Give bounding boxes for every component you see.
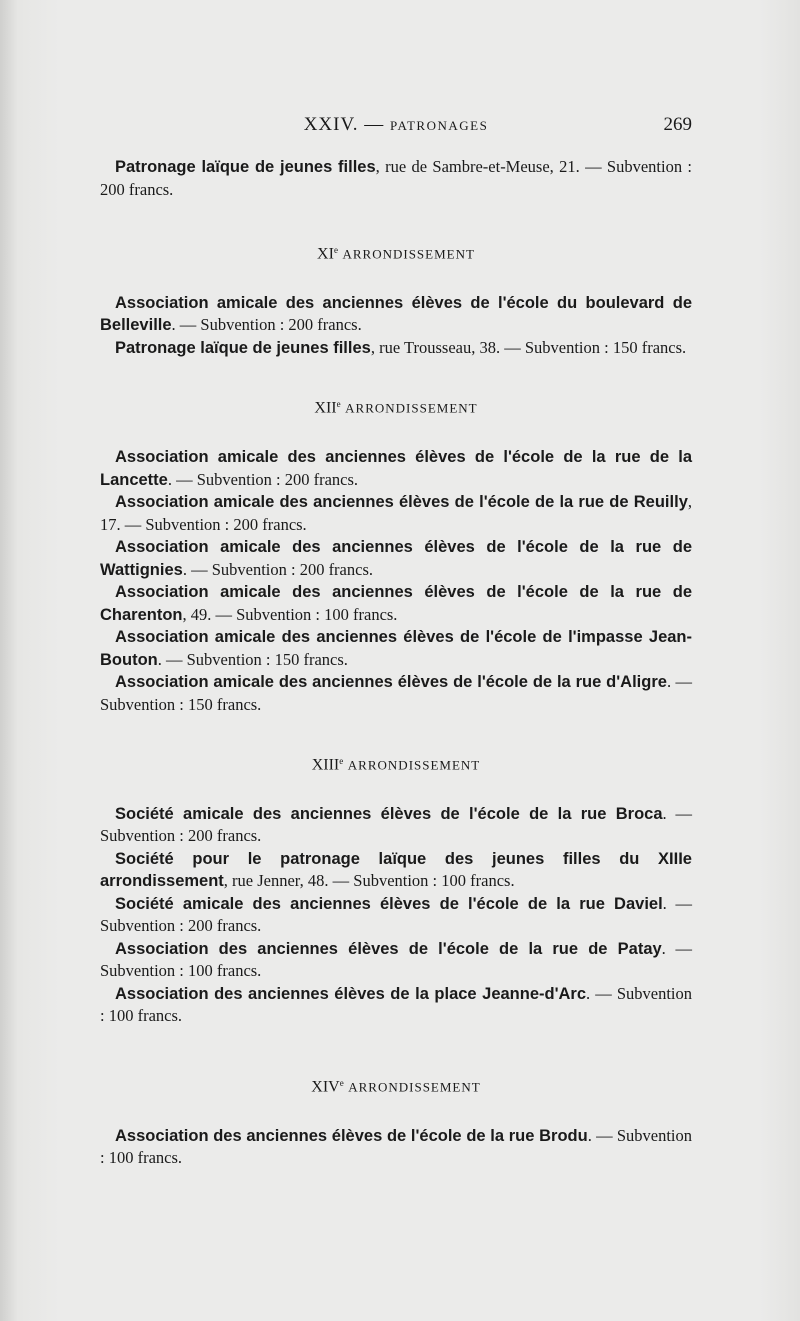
organization-name: Association amicale des anciennes élèves de l'école de la rue de la Lancette [100,448,692,489]
organization-name: Société amicale des anciennes élèves de l'école de la rue Daviel [115,894,663,913]
section-heading [100,239,692,266]
list-item [100,893,692,938]
chapter-name: PATRONAGES [389,118,489,133]
section-block [100,393,692,716]
section-heading [100,750,692,777]
ordinal-suffix: e [339,756,345,767]
entry-details: , rue Jenner, 48. — Subvention : 100 francs. [223,871,515,891]
organization-name: Association des anciennes élèves de l'école de la rue Brodu [115,1126,588,1145]
list-item [100,581,692,626]
list-item [100,292,692,337]
organization-name: Patronage laïque de jeunes filles [115,338,371,357]
section-block [100,750,692,1028]
list-item [100,446,692,491]
page-content [100,156,692,1170]
list-item [100,983,692,1028]
organization-name: Patronage laïque de jeunes filles [115,158,376,176]
arrondissement-label: ARRONDISSEMENT [344,757,481,773]
entry-details: , 17. — Subvention : 200 francs. [100,492,692,534]
entry-details: , 49. — Subvention : 100 francs. [182,604,398,624]
organization-name: Association amicale des anciennes élèves de l'école de la rue de Wattignies [100,538,692,579]
list-item [100,671,692,716]
entry-details: . — Subvention : 200 francs. [100,803,693,846]
chapter-title [100,114,692,136]
list-item [100,626,692,671]
arrondissement-label: ARRONDISSEMENT [338,246,475,262]
ordinal-suffix: e [333,245,339,255]
chapter-number: XXIV. [303,114,359,135]
entry-details: . — Subvention : 200 francs. [171,315,362,335]
entry-details: . — Subvention : 150 francs. [157,649,348,669]
list-item [100,848,692,893]
list-item [100,1125,692,1170]
header-dash: — [364,114,385,135]
entry-details: . — Subvention : 100 francs. [100,983,692,1026]
list-item [100,337,692,360]
arrondissement-number: XIII [311,756,340,774]
arrondissement-number: XII [314,399,337,417]
list-item [100,938,692,983]
section-block [100,239,692,359]
entry-details: . — Subvention : 200 francs. [100,893,692,936]
organization-name: Société pour le patronage laïque des jeunes filles du XIIIe arrondissement [100,849,692,891]
organization-name: Association des anciennes élèves de la place Jeanne-d'Arc [115,984,587,1003]
organization-name: Société amicale des anciennes élèves de l'école de la rue Broca [115,804,663,823]
arrondissement-number: XI [317,245,334,263]
entry-details: , rue de Sambre-et-Meuse, 21. — Subvention : 200 francs. [100,157,692,199]
entry-details: . — Subvention : 200 francs. [182,559,373,579]
entry-details: . — Subvention : 200 francs. [167,469,359,489]
ordinal-suffix: e [336,399,342,410]
list-item [100,536,692,581]
ordinal-suffix: e [339,1077,345,1088]
list-item [100,491,692,536]
organization-name: Association amicale des anciennes élèves de l'école de l'impasse Jean-Bouton [100,628,692,669]
section-block [100,1072,692,1170]
organization-name: Association amicale des anciennes élèves de l'école de la rue de Reuilly [115,493,688,512]
list-item [100,156,692,201]
arrondissement-label: ARRONDISSEMENT [344,1079,481,1095]
organization-name: Association amicale des anciennes élèves de l'école de la rue d'Aligre [115,673,667,692]
section-heading [100,393,692,420]
organization-name: Association amicale des anciennes élèves de l'école de la rue de Charenton [100,583,692,624]
organization-name: Association des anciennes élèves de l'école de la rue de Patay [115,939,662,958]
entry-details: . — Subvention : 150 francs. [100,672,692,714]
entry-details: , rue Trousseau, 38. — Subvention : 150 francs. [370,337,687,357]
entry-details: . — Subvention : 100 francs. [100,1125,692,1168]
arrondissement-number: XIV [311,1078,340,1096]
section-heading [100,1072,692,1099]
list-item [100,803,692,848]
running-header [100,114,692,144]
entry-details: . — Subvention : 100 francs. [100,938,692,981]
section-block [100,156,692,201]
organization-name: Association amicale des anciennes élèves de l'école du boulevard de Belleville [100,293,692,335]
page-number: 269 [663,114,692,135]
arrondissement-label: ARRONDISSEMENT [341,400,478,416]
